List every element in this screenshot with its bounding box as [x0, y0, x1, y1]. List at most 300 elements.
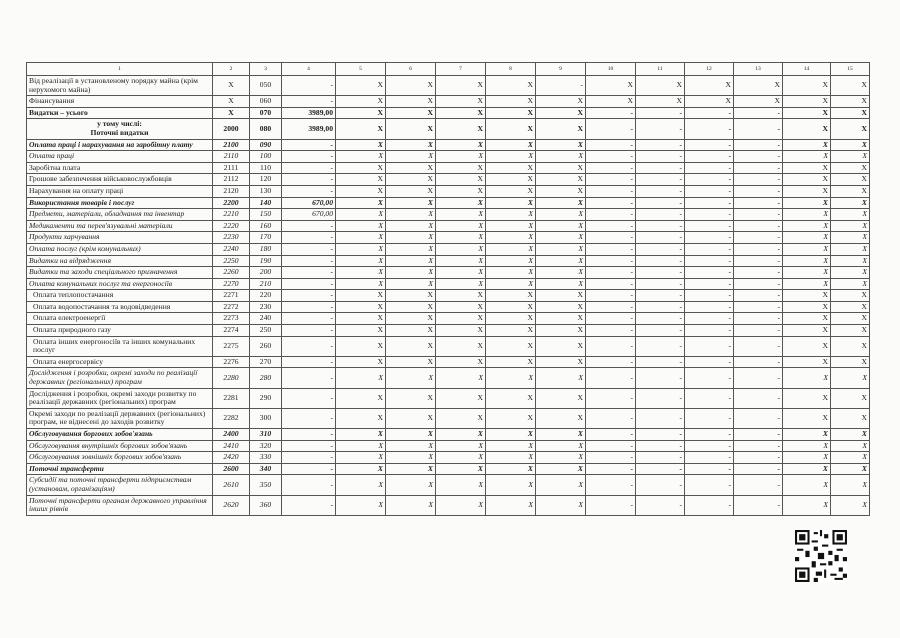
kekv-code-cell: 2620 — [213, 495, 250, 515]
row-label: Нарахування на оплату праці — [27, 185, 213, 197]
kekv-code-cell: 2276 — [213, 356, 250, 368]
value-cell: - — [636, 197, 685, 209]
value-cell: X — [831, 475, 870, 495]
value-cell: X — [831, 243, 870, 255]
value-cell: X — [486, 96, 536, 108]
value-cell: - — [586, 139, 636, 151]
value-cell: - — [636, 313, 685, 325]
value-cell: X — [831, 452, 870, 464]
value-cell: X — [783, 151, 831, 163]
value-cell: - — [685, 356, 734, 368]
value-cell: X — [636, 96, 685, 108]
value-cell: X — [783, 243, 831, 255]
value-cell: - — [586, 220, 636, 232]
value-cell: X — [336, 290, 386, 302]
row-code-cell: 140 — [250, 197, 282, 209]
value-cell: X — [831, 197, 870, 209]
kekv-code-cell: 2271 — [213, 290, 250, 302]
row-code-cell: 190 — [250, 255, 282, 267]
table-row — [27, 220, 870, 232]
amount-cell: - — [282, 220, 336, 232]
value-cell: - — [685, 119, 734, 139]
kekv-code-cell: 2240 — [213, 243, 250, 255]
value-cell: X — [486, 151, 536, 163]
kekv-code-cell: X — [213, 96, 250, 108]
value-cell: X — [783, 290, 831, 302]
table-row — [27, 76, 870, 96]
amount-cell: - — [282, 408, 336, 428]
value-cell: - — [586, 301, 636, 313]
value-cell: X — [486, 232, 536, 244]
table-row — [27, 185, 870, 197]
row-label: у тому числі: Поточні видатки — [27, 119, 213, 139]
value-cell: X — [586, 96, 636, 108]
value-cell: X — [386, 119, 436, 139]
value-cell: X — [831, 96, 870, 108]
value-cell: - — [685, 255, 734, 267]
value-cell: X — [536, 313, 586, 325]
value-cell: X — [536, 151, 586, 163]
value-cell: X — [783, 174, 831, 186]
value-cell: X — [831, 368, 870, 388]
amount-cell: - — [282, 301, 336, 313]
row-code-cell: 060 — [250, 96, 282, 108]
value-cell: X — [486, 162, 536, 174]
value-cell: X — [386, 475, 436, 495]
value-cell: X — [783, 463, 831, 475]
value-cell: X — [436, 336, 486, 356]
value-cell: - — [734, 475, 783, 495]
amount-cell: - — [282, 429, 336, 441]
value-cell: X — [536, 174, 586, 186]
row-label: Обслуговування внутрішніх боргових зобов'язань — [27, 440, 213, 452]
value-cell: - — [636, 440, 685, 452]
value-cell: - — [685, 301, 734, 313]
value-cell: X — [831, 76, 870, 96]
value-cell: X — [536, 336, 586, 356]
value-cell: X — [336, 232, 386, 244]
row-code-cell: 220 — [250, 290, 282, 302]
value-cell: X — [386, 76, 436, 96]
value-cell: - — [636, 475, 685, 495]
report-table — [26, 62, 870, 516]
value-cell: - — [685, 452, 734, 464]
value-cell: X — [536, 429, 586, 441]
column-number-3: 3 — [250, 63, 282, 76]
value-cell: X — [386, 174, 436, 186]
value-cell: X — [783, 336, 831, 356]
row-label: Оплата праці — [27, 151, 213, 163]
value-cell: X — [831, 267, 870, 279]
value-cell: X — [436, 429, 486, 441]
value-cell: X — [536, 96, 586, 108]
value-cell: X — [536, 255, 586, 267]
value-cell: - — [734, 463, 783, 475]
value-cell: X — [486, 185, 536, 197]
table-row — [27, 96, 870, 108]
table-row — [27, 429, 870, 441]
value-cell: X — [486, 139, 536, 151]
value-cell: - — [685, 151, 734, 163]
amount-cell: - — [282, 76, 336, 96]
value-cell: X — [486, 356, 536, 368]
table-row — [27, 243, 870, 255]
row-code-cell: 240 — [250, 313, 282, 325]
value-cell: - — [586, 267, 636, 279]
value-cell: X — [386, 440, 436, 452]
row-code-cell: 270 — [250, 356, 282, 368]
row-code-cell: 070 — [250, 107, 282, 119]
value-cell: X — [486, 440, 536, 452]
column-number-12: 12 — [685, 63, 734, 76]
row-code-cell: 300 — [250, 408, 282, 428]
table-row — [27, 301, 870, 313]
row-code-cell: 350 — [250, 475, 282, 495]
value-cell: - — [734, 388, 783, 408]
row-label: Оплата комунальних послуг та енергоносіїв — [27, 278, 213, 290]
row-code-cell: 230 — [250, 301, 282, 313]
amount-cell: - — [282, 368, 336, 388]
value-cell: - — [636, 151, 685, 163]
value-cell: X — [436, 495, 486, 515]
value-cell: X — [336, 356, 386, 368]
value-cell: - — [636, 356, 685, 368]
value-cell: - — [734, 356, 783, 368]
column-number-2: 2 — [213, 63, 250, 76]
value-cell: X — [586, 76, 636, 96]
row-label: Грошове забезпечення військовослужбовців — [27, 174, 213, 186]
amount-cell: - — [282, 325, 336, 337]
row-label: Видатки на відрядження — [27, 255, 213, 267]
value-cell: X — [386, 162, 436, 174]
table-row — [27, 151, 870, 163]
row-label: Від реалізації в установленому порядку майна (крім нерухомого майна) — [27, 76, 213, 96]
value-cell: X — [336, 119, 386, 139]
value-cell: - — [586, 243, 636, 255]
kekv-code-cell: 2282 — [213, 408, 250, 428]
value-cell: X — [436, 96, 486, 108]
amount-cell: - — [282, 96, 336, 108]
amount-cell: - — [282, 336, 336, 356]
value-cell: X — [831, 232, 870, 244]
row-label: Продукти харчування — [27, 232, 213, 244]
value-cell: X — [783, 96, 831, 108]
kekv-code-cell: 2112 — [213, 174, 250, 186]
value-cell: - — [734, 325, 783, 337]
kekv-code-cell: X — [213, 107, 250, 119]
value-cell: X — [783, 76, 831, 96]
table-row — [27, 162, 870, 174]
value-cell: - — [685, 174, 734, 186]
amount-cell: - — [282, 463, 336, 475]
value-cell: - — [734, 139, 783, 151]
value-cell: - — [586, 336, 636, 356]
value-cell: X — [486, 209, 536, 221]
row-code-cell: 280 — [250, 368, 282, 388]
kekv-code-cell: 2220 — [213, 220, 250, 232]
value-cell: X — [436, 452, 486, 464]
value-cell: X — [831, 162, 870, 174]
value-cell: X — [336, 139, 386, 151]
value-cell: - — [685, 267, 734, 279]
value-cell: X — [386, 197, 436, 209]
value-cell: X — [536, 301, 586, 313]
amount-cell: - — [282, 162, 336, 174]
value-cell: - — [586, 151, 636, 163]
amount-cell: - — [282, 139, 336, 151]
value-cell: - — [734, 197, 783, 209]
value-cell: - — [636, 119, 685, 139]
kekv-code-cell: 2610 — [213, 475, 250, 495]
value-cell: X — [386, 325, 436, 337]
value-cell: X — [486, 220, 536, 232]
value-cell: X — [536, 220, 586, 232]
value-cell: - — [636, 209, 685, 221]
value-cell: X — [636, 76, 685, 96]
value-cell: - — [586, 162, 636, 174]
table-row — [27, 440, 870, 452]
value-cell: - — [685, 185, 734, 197]
value-cell: X — [783, 278, 831, 290]
row-label: Окремі заходи по реалізації державних (регіональних) програм, не віднесені до заходів розвитку — [27, 408, 213, 428]
value-cell: - — [685, 408, 734, 428]
amount-cell: 670,00 — [282, 197, 336, 209]
kekv-code-cell: 2250 — [213, 255, 250, 267]
column-number-13: 13 — [734, 63, 783, 76]
value-cell: X — [386, 313, 436, 325]
value-cell: X — [783, 408, 831, 428]
value-cell: X — [783, 107, 831, 119]
row-code-cell: 290 — [250, 388, 282, 408]
value-cell: X — [436, 278, 486, 290]
value-cell: X — [336, 313, 386, 325]
value-cell: X — [336, 197, 386, 209]
value-cell: X — [831, 429, 870, 441]
value-cell: - — [734, 174, 783, 186]
value-cell: - — [685, 278, 734, 290]
value-cell: X — [783, 119, 831, 139]
row-label: Обслуговування боргових зобов'язань — [27, 429, 213, 441]
value-cell: X — [831, 290, 870, 302]
value-cell: X — [336, 255, 386, 267]
value-cell: - — [636, 463, 685, 475]
amount-cell: - — [282, 174, 336, 186]
value-cell: X — [783, 388, 831, 408]
row-label: Оплата енергосервісу — [27, 356, 213, 368]
row-code-cell: 360 — [250, 495, 282, 515]
value-cell: X — [386, 463, 436, 475]
value-cell: - — [685, 429, 734, 441]
value-cell: X — [336, 76, 386, 96]
value-cell: - — [636, 174, 685, 186]
value-cell: X — [536, 209, 586, 221]
value-cell: X — [386, 452, 436, 464]
value-cell: - — [734, 267, 783, 279]
value-cell: X — [536, 440, 586, 452]
value-cell: X — [536, 278, 586, 290]
value-cell: - — [636, 278, 685, 290]
value-cell: X — [783, 162, 831, 174]
value-cell: - — [685, 368, 734, 388]
table-row — [27, 255, 870, 267]
kekv-code-cell: 2275 — [213, 336, 250, 356]
value-cell: - — [586, 429, 636, 441]
value-cell: X — [436, 388, 486, 408]
value-cell: X — [386, 368, 436, 388]
value-cell: - — [734, 151, 783, 163]
value-cell: - — [636, 107, 685, 119]
value-cell: X — [436, 139, 486, 151]
value-cell: - — [734, 429, 783, 441]
value-cell: - — [636, 220, 685, 232]
value-cell: - — [586, 174, 636, 186]
value-cell: X — [436, 475, 486, 495]
value-cell: X — [486, 107, 536, 119]
value-cell: X — [336, 301, 386, 313]
value-cell: X — [436, 440, 486, 452]
kekv-code-cell: 2272 — [213, 301, 250, 313]
value-cell: X — [536, 368, 586, 388]
value-cell: X — [831, 495, 870, 515]
value-cell: X — [783, 356, 831, 368]
table-row — [27, 267, 870, 279]
value-cell: X — [436, 220, 486, 232]
value-cell: - — [636, 325, 685, 337]
value-cell: X — [386, 139, 436, 151]
value-cell: X — [831, 151, 870, 163]
value-cell: - — [734, 243, 783, 255]
value-cell: - — [734, 209, 783, 221]
row-code-cell: 340 — [250, 463, 282, 475]
value-cell: X — [783, 209, 831, 221]
table-row — [27, 313, 870, 325]
kekv-code-cell: 2274 — [213, 325, 250, 337]
value-cell: - — [734, 336, 783, 356]
value-cell: X — [831, 255, 870, 267]
value-cell: - — [586, 185, 636, 197]
table-row — [27, 290, 870, 302]
value-cell: X — [386, 408, 436, 428]
value-cell: - — [586, 388, 636, 408]
row-label: Предмети, матеріали, обладнання та інвентар — [27, 209, 213, 221]
value-cell: X — [386, 429, 436, 441]
kekv-code-cell: 2200 — [213, 197, 250, 209]
value-cell: X — [386, 301, 436, 313]
column-number-header — [27, 63, 870, 76]
value-cell: - — [734, 313, 783, 325]
value-cell: X — [336, 440, 386, 452]
column-number-9: 9 — [536, 63, 586, 76]
value-cell: - — [536, 76, 586, 96]
row-label: Дослідження і розробки, окремі заходи по реалізації державних (регіональних) програм — [27, 368, 213, 388]
value-cell: X — [386, 96, 436, 108]
row-label: Медикаменти та перев'язувальні матеріали — [27, 220, 213, 232]
value-cell: X — [486, 267, 536, 279]
value-cell: X — [783, 197, 831, 209]
value-cell: - — [586, 232, 636, 244]
value-cell: X — [536, 139, 586, 151]
row-label: Оплата інших енергоносіїв та інших комунальних послуг — [27, 336, 213, 356]
row-label: Оплата природного газу — [27, 325, 213, 337]
value-cell: X — [486, 197, 536, 209]
amount-cell: - — [282, 278, 336, 290]
value-cell: X — [436, 301, 486, 313]
value-cell: X — [436, 185, 486, 197]
value-cell: X — [734, 76, 783, 96]
amount-cell: - — [282, 313, 336, 325]
value-cell: X — [336, 243, 386, 255]
value-cell: X — [386, 220, 436, 232]
value-cell: - — [734, 452, 783, 464]
value-cell: X — [831, 174, 870, 186]
value-cell: X — [336, 495, 386, 515]
value-cell: - — [685, 325, 734, 337]
value-cell: - — [586, 356, 636, 368]
value-cell: X — [783, 368, 831, 388]
value-cell: X — [386, 290, 436, 302]
value-cell: X — [783, 452, 831, 464]
value-cell: - — [586, 325, 636, 337]
value-cell: X — [685, 76, 734, 96]
row-code-cell: 200 — [250, 267, 282, 279]
row-label: Видатки – усього — [27, 107, 213, 119]
value-cell: - — [734, 107, 783, 119]
kekv-code-cell: 2100 — [213, 139, 250, 151]
row-code-cell: 110 — [250, 162, 282, 174]
value-cell: - — [685, 243, 734, 255]
row-code-cell: 320 — [250, 440, 282, 452]
value-cell: X — [336, 278, 386, 290]
table-row — [27, 139, 870, 151]
row-code-cell: 120 — [250, 174, 282, 186]
value-cell: X — [831, 209, 870, 221]
value-cell: - — [685, 209, 734, 221]
value-cell: X — [831, 107, 870, 119]
value-cell: - — [586, 209, 636, 221]
kekv-code-cell: 2600 — [213, 463, 250, 475]
column-number-11: 11 — [636, 63, 685, 76]
table-row — [27, 278, 870, 290]
value-cell: - — [586, 119, 636, 139]
value-cell: X — [386, 107, 436, 119]
value-cell: X — [386, 243, 436, 255]
row-label: Поточні трансферти органам державного управління інших рівнів — [27, 495, 213, 515]
value-cell: X — [536, 495, 586, 515]
value-cell: X — [486, 119, 536, 139]
value-cell: X — [486, 495, 536, 515]
value-cell: X — [436, 197, 486, 209]
amount-cell: - — [282, 388, 336, 408]
row-label: Використання товарів і послуг — [27, 197, 213, 209]
value-cell: X — [386, 388, 436, 408]
value-cell: X — [336, 475, 386, 495]
value-cell: X — [336, 162, 386, 174]
value-cell: X — [783, 267, 831, 279]
value-cell: X — [386, 495, 436, 515]
value-cell: X — [783, 495, 831, 515]
value-cell: X — [436, 325, 486, 337]
value-cell: - — [636, 429, 685, 441]
amount-cell: - — [282, 255, 336, 267]
value-cell: - — [734, 408, 783, 428]
kekv-code-cell: 2230 — [213, 232, 250, 244]
value-cell: - — [586, 197, 636, 209]
value-cell: - — [636, 452, 685, 464]
value-cell: X — [486, 475, 536, 495]
value-cell: X — [336, 185, 386, 197]
value-cell: X — [783, 220, 831, 232]
value-cell: X — [336, 325, 386, 337]
